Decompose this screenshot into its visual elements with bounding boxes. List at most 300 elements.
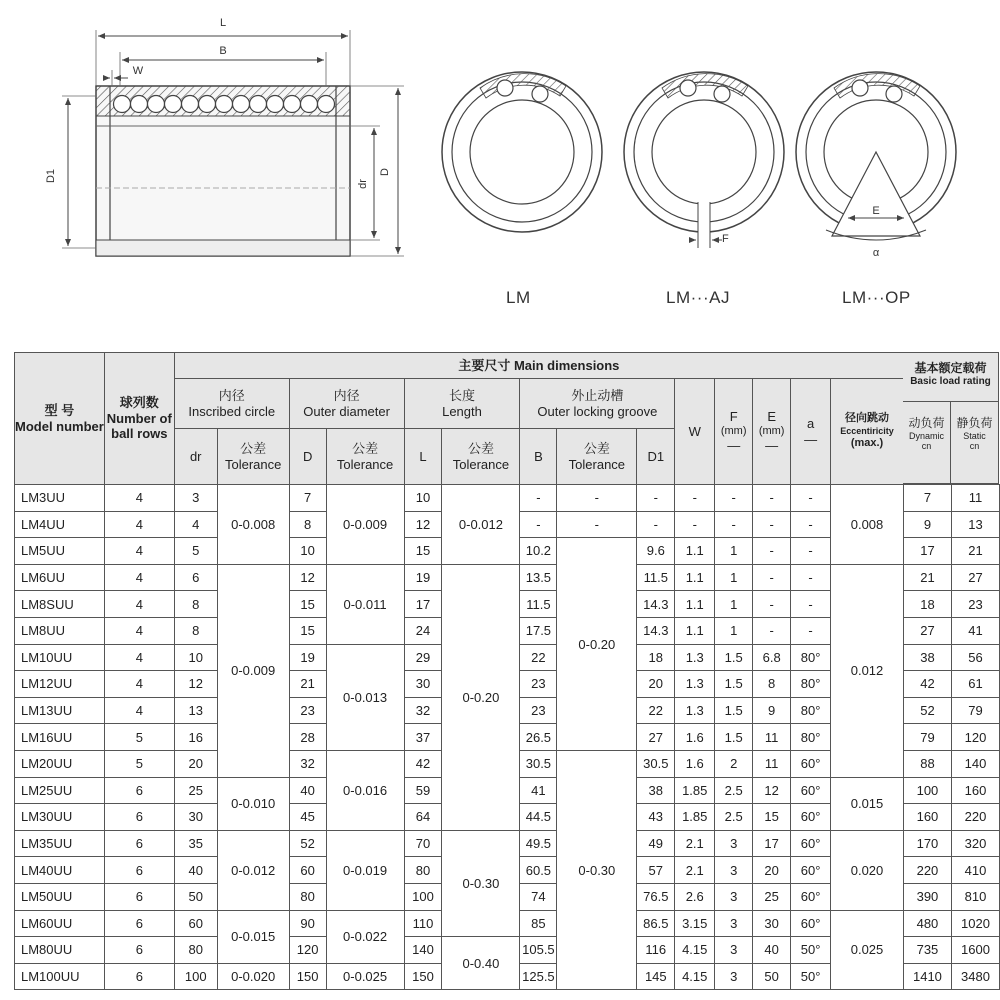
L-cell: 150 [404,963,442,990]
B-tolerance-cell: - [557,485,637,512]
alpha-cell: - [791,538,831,565]
eccentricity-cell: 0.012 [831,564,904,777]
header-B: B [520,429,557,485]
W-cell: - [675,485,715,512]
ball-rows-cell: 4 [104,485,174,512]
W-cell: 2.1 [675,830,715,857]
alpha-cell: - [791,617,831,644]
E-cell: 50 [753,963,791,990]
header-ball-rows: 球列数 Number of ball rows [104,353,174,485]
D1-cell: - [637,511,675,538]
dynamic-load-cell: 220 [903,857,951,884]
ball-rows-cell: 4 [104,671,174,698]
L-cell: 32 [404,697,442,724]
ball-rows-cell: 6 [104,804,174,831]
L-tolerance-cell: 0-0.30 [442,830,520,936]
L-cell: 140 [404,937,442,964]
sta-en: Static [963,431,986,441]
F-cell: 3 [715,830,753,857]
model-cell: LM13UU [15,697,105,724]
E-cell: - [753,591,791,618]
L-tolerance-cell: 0-0.012 [442,485,520,565]
header-eccentricity: 径向跳动 Eccentiricity (max.) [831,379,904,485]
static-load-cell: 410 [951,857,999,884]
dynamic-load-cell: 9 [903,511,951,538]
dr-cell: 40 [174,857,217,884]
dim-D1: D1 [45,168,57,184]
E-cell: 6.8 [753,644,791,671]
model-cell: LM3UU [15,485,105,512]
E-cell: 30 [753,910,791,937]
model-cell: LM40UU [15,857,105,884]
D1-cell: 27 [637,724,675,751]
static-load-cell: 140 [951,750,999,777]
header-B-tolerance: 公差 Tolerance [557,429,637,485]
dr-cell: 13 [174,697,217,724]
alpha-cell: 60° [791,777,831,804]
model-cell: LM12UU [15,671,105,698]
dr-cell: 50 [174,883,217,910]
D1-cell: 9.6 [637,538,675,565]
sta-unit: cn [969,441,980,451]
B-cell: 23 [520,671,557,698]
W-cell: 3.15 [675,910,715,937]
model-cell: LM10UU [15,644,105,671]
L-cell: 10 [404,485,442,512]
D-tolerance-cell: 0-0.025 [326,963,404,990]
L-cell: 15 [404,538,442,565]
D-cell: 90 [289,910,326,937]
alpha-cell: 60° [791,910,831,937]
D1-cell: 43 [637,804,675,831]
L-cell: 110 [404,910,442,937]
table-body [15,485,1000,990]
ball-rows-cell: 6 [104,910,174,937]
dr-cell: 25 [174,777,217,804]
alpha-cell: 60° [791,804,831,831]
dr-cell: 30 [174,804,217,831]
dynamic-load-cell: 160 [903,804,951,831]
alpha-cell: 80° [791,644,831,671]
header-outer-diameter: 内径 Outer diameter [289,379,404,429]
static-load-cell: 120 [951,724,999,751]
static-load-cell: 23 [951,591,999,618]
dr-tolerance-cell: 0-0.009 [217,564,289,777]
W-cell: 1.3 [675,671,715,698]
F-cell: 1.5 [715,644,753,671]
B-cell: 17.5 [520,617,557,644]
static-load-cell: 810 [951,883,999,910]
dynamic-load-cell: 390 [903,883,951,910]
D1-cell: 86.5 [637,910,675,937]
ball-rows-cell: 6 [104,883,174,910]
alpha-cell: 80° [791,671,831,698]
dyn-en: Dynamic [908,431,944,441]
lm-aj-front-view [624,72,784,248]
B-cell: - [520,485,557,512]
alpha-cell: 60° [791,857,831,884]
dyn-cn: 动负荷 [908,416,945,430]
table-row [15,564,1000,591]
dynamic-load-cell: 18 [903,591,951,618]
static-load-cell: 160 [951,777,999,804]
header-dr-tolerance: 公差 Tolerance [217,429,289,485]
dyn-unit: cn [921,441,932,451]
dim-alpha: α [872,247,880,259]
model-cell: LM35UU [15,830,105,857]
L-cell: 42 [404,750,442,777]
ball-rows-cell: 4 [104,511,174,538]
E-cell: 8 [753,671,791,698]
header-load-rating [903,352,999,484]
F-cell: 3 [715,937,753,964]
F-cell: 3 [715,883,753,910]
ball-rows-cell: 5 [104,724,174,751]
F-cell: - [715,511,753,538]
D-cell: 32 [289,750,326,777]
B-cell: 22 [520,644,557,671]
E-cell: 15 [753,804,791,831]
W-cell: 1.85 [675,804,715,831]
dynamic-load-cell: 17 [903,538,951,565]
L-cell: 100 [404,883,442,910]
L-cell: 30 [404,671,442,698]
header-model: 型 号 Model number [15,353,105,485]
D1-cell: 14.3 [637,591,675,618]
B-cell: 26.5 [520,724,557,751]
alpha-cell: 50° [791,963,831,990]
D-cell: 28 [289,724,326,751]
alpha-cell: - [791,511,831,538]
dynamic-load-cell: 170 [903,830,951,857]
F-cell: 1 [715,617,753,644]
static-load-cell: 56 [951,644,999,671]
D-cell: 45 [289,804,326,831]
L-cell: 19 [404,564,442,591]
dynamic-load-cell: 21 [903,564,951,591]
ball-rows-cell: 4 [104,644,174,671]
dynamic-load-cell: 38 [903,644,951,671]
W-cell: 4.15 [675,937,715,964]
header-E: E (mm) — [753,379,791,485]
B-tolerance-cell: 0-0.20 [557,538,637,751]
dim-dr: dr [357,179,369,189]
D1-cell: 30.5 [637,750,675,777]
D-tolerance-cell: 0-0.013 [326,644,404,750]
header-inscribed-circle: 内径 Inscribed circle [174,379,289,429]
header-W: W [675,379,715,485]
L-cell: 70 [404,830,442,857]
model-cell: LM4UU [15,511,105,538]
load-en: Basic load rating [910,376,991,387]
model-cell: LM8UU [15,617,105,644]
dynamic-load-cell: 7 [903,485,951,512]
static-load-cell: 41 [951,617,999,644]
dynamic-load-cell: 79 [903,724,951,751]
B-cell: 74 [520,883,557,910]
B-cell: 85 [520,910,557,937]
dynamic-load-cell: 27 [903,617,951,644]
model-cell: LM25UU [15,777,105,804]
E-cell: 40 [753,937,791,964]
W-cell: 1.6 [675,724,715,751]
dr-cell: 80 [174,937,217,964]
E-cell: - [753,511,791,538]
dynamic-load-cell: 88 [903,750,951,777]
D1-cell: - [637,485,675,512]
static-load-cell: 79 [951,697,999,724]
dr-tolerance-cell: 0-0.008 [217,485,289,565]
D-tolerance-cell: 0-0.019 [326,830,404,910]
D-cell: 7 [289,485,326,512]
F-cell: 3 [715,857,753,884]
dim-B: B [219,45,227,57]
D1-cell: 20 [637,671,675,698]
header-dr: dr [174,429,217,485]
B-cell: 30.5 [520,750,557,777]
ball-rows-cell: 4 [104,591,174,618]
dynamic-load-cell: 52 [903,697,951,724]
D-cell: 8 [289,511,326,538]
model-cell: LM20UU [15,750,105,777]
D1-cell: 18 [637,644,675,671]
dim-D: D [379,168,391,176]
static-load-cell: 27 [951,564,999,591]
W-cell: - [675,511,715,538]
header-length: 长度 Length [404,379,520,429]
W-cell: 1.3 [675,697,715,724]
header-main-dimensions: 主要尺寸 Main dimensions [174,353,903,379]
header-D-tolerance: 公差 Tolerance [326,429,404,485]
alpha-cell: - [791,485,831,512]
B-cell: 49.5 [520,830,557,857]
table-row [15,830,1000,857]
F-cell: 1 [715,591,753,618]
static-load-cell: 3480 [951,963,999,990]
ball-rows-cell: 6 [104,963,174,990]
model-cell: LM16UU [15,724,105,751]
header-F: F (mm) — [715,379,753,485]
F-cell: 2.5 [715,777,753,804]
static-load-cell: 61 [951,671,999,698]
D-cell: 52 [289,830,326,857]
L-cell: 24 [404,617,442,644]
dr-cell: 12 [174,671,217,698]
dim-W: W [132,65,144,77]
type-label-lm-aj: LM···AJ [666,288,730,307]
dr-cell: 10 [174,644,217,671]
B-cell: 105.5 [520,937,557,964]
static-load-cell: 1020 [951,910,999,937]
alpha-cell: 50° [791,937,831,964]
D1-cell: 76.5 [637,883,675,910]
model-cell: LM100UU [15,963,105,990]
E-cell: - [753,538,791,565]
W-cell: 1.1 [675,564,715,591]
F-cell: 3 [715,963,753,990]
L-cell: 17 [404,591,442,618]
header-a: a — [791,379,831,485]
static-load-cell: 13 [951,511,999,538]
W-cell: 1.1 [675,617,715,644]
dr-cell: 16 [174,724,217,751]
L-cell: 64 [404,804,442,831]
static-load-cell: 220 [951,804,999,831]
B-tolerance-cell: - [557,511,637,538]
F-cell: 1.5 [715,724,753,751]
W-cell: 1.6 [675,750,715,777]
D1-cell: 49 [637,830,675,857]
dynamic-load-cell: 735 [903,937,951,964]
alpha-cell: 60° [791,830,831,857]
ball-rows-cell: 4 [104,617,174,644]
E-cell: 11 [753,750,791,777]
spec-table [14,352,1000,990]
ball-rows-cell: 4 [104,697,174,724]
model-cell: LM5UU [15,538,105,565]
L-cell: 37 [404,724,442,751]
F-cell: 2.5 [715,804,753,831]
ball-rows-cell: 6 [104,830,174,857]
header-D: D [289,429,326,485]
ball-rows-cell: 4 [104,538,174,565]
sta-cn: 静负荷 [956,416,993,430]
B-cell: - [520,511,557,538]
model-cell: LM6UU [15,564,105,591]
dynamic-load-cell: 42 [903,671,951,698]
model-cell: LM8SUU [15,591,105,618]
D1-cell: 38 [637,777,675,804]
B-cell: 13.5 [520,564,557,591]
B-cell: 41 [520,777,557,804]
D-cell: 150 [289,963,326,990]
L-cell: 59 [404,777,442,804]
ball-rows-cell: 4 [104,564,174,591]
dr-cell: 35 [174,830,217,857]
D-cell: 120 [289,937,326,964]
dim-E: E [872,205,880,217]
D1-cell: 57 [637,857,675,884]
ball-rows-cell: 5 [104,750,174,777]
F-cell: 3 [715,910,753,937]
D1-cell: 22 [637,697,675,724]
L-tolerance-cell: 0-0.20 [442,564,520,830]
L-cell: 12 [404,511,442,538]
W-cell: 2.1 [675,857,715,884]
table-row [15,485,1000,512]
dr-cell: 60 [174,910,217,937]
F-cell: - [715,485,753,512]
D-tolerance-cell: 0-0.011 [326,564,404,644]
E-cell: 25 [753,883,791,910]
dr-cell: 8 [174,591,217,618]
B-cell: 23 [520,697,557,724]
L-tolerance-cell: 0-0.40 [442,937,520,990]
D1-cell: 145 [637,963,675,990]
D-cell: 40 [289,777,326,804]
dr-cell: 8 [174,617,217,644]
static-load-cell: 320 [951,830,999,857]
eccentricity-cell: 0.008 [831,485,904,565]
ball-rows-cell: 6 [104,937,174,964]
L-cell: 80 [404,857,442,884]
F-cell: 1 [715,538,753,565]
D1-cell: 11.5 [637,564,675,591]
F-cell: 1.5 [715,671,753,698]
D-cell: 15 [289,591,326,618]
dr-cell: 6 [174,564,217,591]
alpha-cell: 60° [791,750,831,777]
B-cell: 11.5 [520,591,557,618]
header-D1: D1 [637,429,675,485]
F-cell: 2 [715,750,753,777]
E-cell: - [753,485,791,512]
E-cell: 12 [753,777,791,804]
ball-rows-cell: 6 [104,857,174,884]
W-cell: 2.6 [675,883,715,910]
dr-cell: 20 [174,750,217,777]
dr-tolerance-cell: 0-0.010 [217,777,289,830]
B-cell: 125.5 [520,963,557,990]
D-cell: 10 [289,538,326,565]
E-cell: 17 [753,830,791,857]
alpha-cell: - [791,591,831,618]
F-cell: 1.5 [715,697,753,724]
E-cell: - [753,564,791,591]
E-cell: 11 [753,724,791,751]
B-cell: 60.5 [520,857,557,884]
eccentricity-cell: 0.025 [831,910,904,990]
dr-cell: 100 [174,963,217,990]
static-load-cell: 1600 [951,937,999,964]
W-cell: 1.1 [675,538,715,565]
lm-op-front-view [796,72,956,259]
dr-tolerance-cell: 0-0.012 [217,830,289,910]
dim-L: L [219,17,227,29]
type-label-lm-op: LM···OP [842,288,911,307]
alpha-cell: - [791,564,831,591]
model-cell: LM60UU [15,910,105,937]
static-load-cell: 11 [951,485,999,512]
dr-cell: 5 [174,538,217,565]
header-L: L [404,429,442,485]
D1-cell: 116 [637,937,675,964]
E-cell: 9 [753,697,791,724]
header-locking-groove: 外止动槽 Outer locking groove [520,379,675,429]
D-cell: 15 [289,617,326,644]
eccentricity-cell: 0.020 [831,830,904,910]
D-cell: 23 [289,697,326,724]
side-view-drawing [45,17,404,256]
D-cell: 21 [289,671,326,698]
eccentricity-cell: 0.015 [831,777,904,830]
model-cell: LM30UU [15,804,105,831]
D-tolerance-cell: 0-0.009 [326,485,404,565]
type-label-lm: LM [506,288,531,307]
alpha-cell: 80° [791,724,831,751]
D-tolerance-cell: 0-0.016 [326,750,404,830]
F-cell: 1 [715,564,753,591]
dr-tolerance-cell: 0-0.015 [217,910,289,963]
D-cell: 80 [289,883,326,910]
D-tolerance-cell: 0-0.022 [326,910,404,963]
ball-rows-cell: 6 [104,777,174,804]
table-header [15,353,1000,485]
dr-cell: 4 [174,511,217,538]
dynamic-load-cell: 1410 [903,963,951,990]
D-cell: 19 [289,644,326,671]
B-cell: 10.2 [520,538,557,565]
